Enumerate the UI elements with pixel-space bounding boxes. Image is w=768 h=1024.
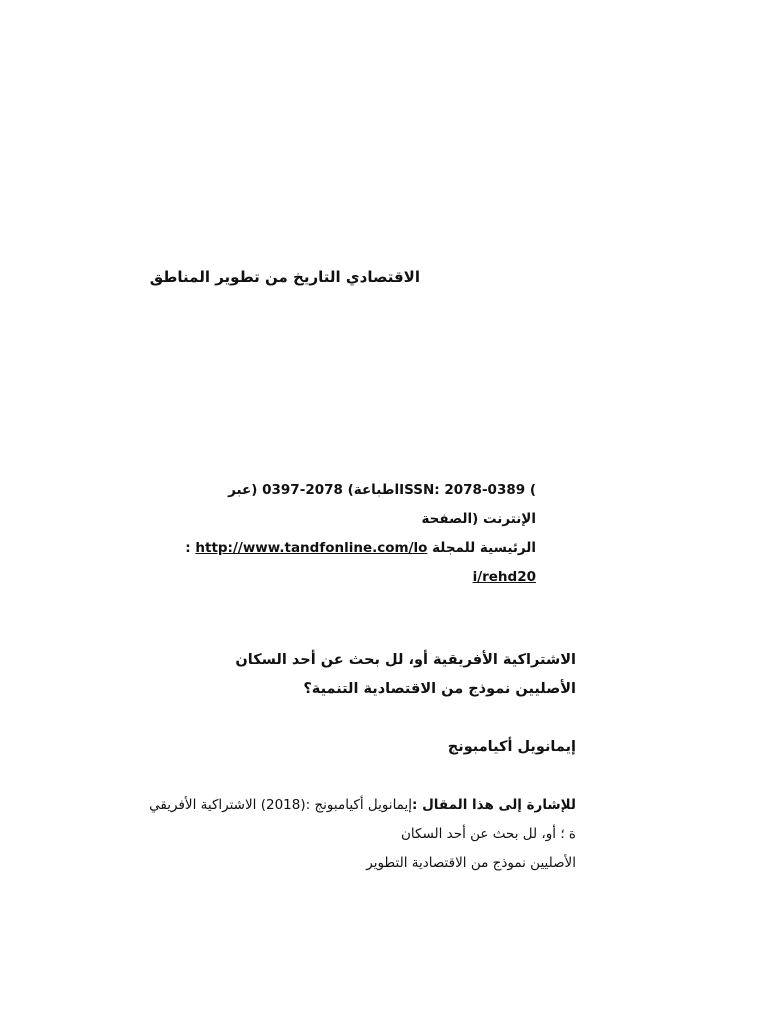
article-title-line-1: الاشتراكية الأفريقية أو، لل بحث عن أحد السكان xyxy=(235,652,576,668)
article-title-line-2: الأصليين نموذج من الاقتصادية التنمية؟ xyxy=(303,681,576,697)
journal-homepage-link-end[interactable]: i/rehd20 xyxy=(472,569,536,585)
issn-block xyxy=(185,482,536,598)
homepage-line xyxy=(185,540,536,569)
citation-text: إيمانويل أكيامبونج :(2018) الاشتراكية الأفريقي xyxy=(149,797,412,813)
citation-line-3: الأصليين نموذج من الاقتصادية التطوير xyxy=(366,855,576,871)
journal-homepage-link[interactable]: http://www.tandfonline.com/lo xyxy=(195,540,428,556)
journal-title: الاقتصادي التاريخ من تطوير المناطق xyxy=(149,268,420,286)
homepage-link-continuation xyxy=(230,569,536,598)
homepage-label: الرئيسية للمجلة xyxy=(432,540,536,556)
article-title xyxy=(180,652,576,710)
citation-block xyxy=(120,797,576,884)
issn-line: ) 2078-0389 :ISSNاطباعة) 2078-0397 (عبر xyxy=(228,482,536,498)
homepage-colon: : xyxy=(185,540,191,556)
author-name: إيمانويل أكيامبونج xyxy=(447,739,576,755)
citation-line-2: ة ؛ أو، لل بحث عن أحد السكان xyxy=(401,826,576,842)
citation-line-1 xyxy=(120,797,576,826)
online-line: الإنترنت (الصفحة xyxy=(421,511,536,527)
citation-label: للإشارة إلى هذا المقال : xyxy=(412,797,576,813)
